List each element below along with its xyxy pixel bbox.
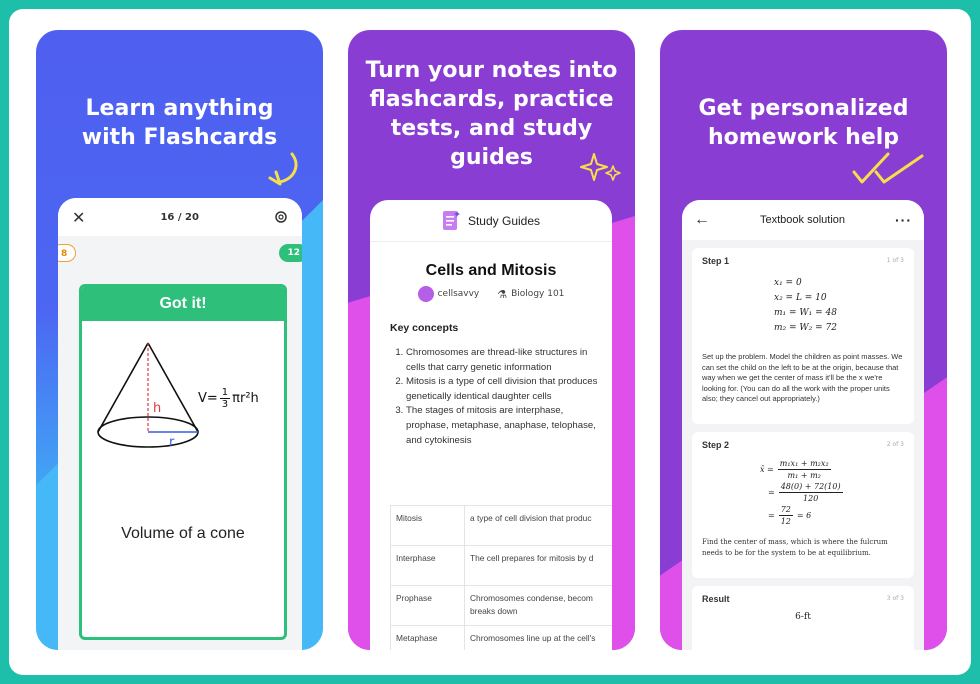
known-count-badge: 12	[279, 244, 302, 262]
avatar	[418, 286, 434, 302]
course-icon: ⚗	[497, 287, 508, 301]
course-name: Biology 101	[511, 289, 565, 299]
step-explanation: Set up the problem. Model the children as point masses. We can set the child on the left to be at the origin, because that way when we get the center of mass it'll be the x we're looking for. (You can do all the work with the proper units also; they cancel out appropriately.)	[702, 352, 903, 403]
fraction-denominator: m₁ + m₂	[787, 471, 821, 480]
formula-fraction	[220, 387, 230, 410]
table-row[interactable]	[391, 546, 613, 586]
equation-line	[768, 481, 904, 504]
app-header	[682, 200, 924, 240]
definition-cell: The cell prepares for mitosis by d	[465, 546, 613, 586]
app-header	[370, 200, 612, 242]
definition-cell: Chromosomes line up at the cell's	[465, 626, 613, 651]
card-counter: 16 / 20	[160, 211, 199, 223]
table-row[interactable]	[391, 626, 613, 651]
author-chip[interactable]	[418, 286, 480, 302]
fraction-denominator: 120	[803, 494, 819, 503]
term-cell: Mitosis	[391, 506, 465, 546]
promo-panel-study-guides	[348, 30, 635, 650]
author-name: cellsavvy	[437, 289, 480, 299]
panel-headline	[36, 94, 323, 152]
step-label: Result	[702, 594, 730, 604]
fraction-numerator: 48(0) + 72(10)	[780, 482, 841, 491]
document-meta	[370, 286, 612, 302]
fraction-numerator: 72	[780, 505, 791, 514]
step-counter: 1 of 3	[886, 257, 904, 264]
list-item: 2. Mitosis is a type of cell division that produces genetically identical daughter cells	[406, 375, 602, 404]
headline-line: Turn your notes into	[365, 58, 618, 83]
equation-result: = 6	[796, 511, 812, 520]
equation-lhs: x̄ =	[760, 465, 774, 474]
promo-panel-homework-help	[660, 30, 947, 650]
cone-diagram	[94, 337, 204, 467]
headline-line: tests, and study	[390, 116, 593, 141]
equation-line	[760, 458, 904, 481]
course-chip[interactable]	[497, 288, 564, 301]
app-title: Textbook solution	[760, 214, 845, 226]
step-equations	[774, 276, 904, 336]
headline-line: guides	[450, 145, 533, 170]
flashcard-topbar	[58, 198, 302, 236]
equation-line	[768, 504, 904, 527]
term-cell: Prophase	[391, 586, 465, 626]
radius-label: r	[169, 435, 175, 450]
fraction-numerator: 1	[221, 387, 229, 398]
step-counter: 3 of 3	[886, 595, 904, 602]
fraction-denominator: 12	[780, 517, 791, 526]
fraction	[778, 458, 831, 481]
phone-screen	[682, 200, 924, 650]
headline-line: flashcards, practice	[369, 87, 614, 112]
flashcard[interactable]	[79, 284, 287, 640]
app-title: Study Guides	[467, 213, 541, 228]
panel-headline	[660, 94, 947, 152]
study-guide-icon	[442, 210, 460, 232]
equation-line: m₂ = W₂ = 72	[774, 323, 837, 333]
definition-line: breaks down	[470, 606, 518, 616]
term-cell: Interphase	[391, 546, 465, 586]
step-counter: 2 of 3	[886, 441, 904, 448]
step-equations	[760, 458, 904, 527]
concept-list	[406, 346, 602, 448]
definition-line: Chromosomes condense, becom	[470, 593, 593, 603]
promo-panel-flashcards	[36, 30, 323, 650]
curved-arrow-icon	[262, 150, 302, 190]
equation-line: x₂ = L = 10	[774, 293, 827, 303]
headline-line: Learn anything	[85, 96, 274, 121]
step-label: Step 2	[702, 440, 730, 450]
sparkle-icon	[580, 152, 622, 182]
formula-prefix: V=	[198, 391, 218, 406]
definition-cell	[465, 586, 613, 626]
section-heading: Key concepts	[390, 322, 459, 334]
fraction	[779, 504, 793, 527]
card-status-header: Got it!	[82, 287, 284, 321]
phone-screen	[370, 200, 612, 650]
list-item: 3. The stages of mitosis are interphase, prophase, metaphase, anaphase, telophase, and cytokinesis	[406, 404, 602, 448]
back-arrow-icon[interactable]: ←	[694, 211, 710, 228]
fraction	[779, 481, 843, 504]
still-learning-count-badge: 8	[58, 244, 76, 262]
table-row[interactable]	[391, 586, 613, 626]
definition-cell: a type of cell division that produc	[465, 506, 613, 546]
headline-line: homework help	[707, 125, 900, 150]
table-row[interactable]	[391, 506, 613, 546]
term-cell: Metaphase	[391, 626, 465, 651]
checkmark-scribble-icon	[850, 150, 926, 186]
equals-sign: =	[768, 488, 775, 497]
step-label: Step 1	[702, 256, 730, 266]
step-explanation: Find the center of mass, which is where the fulcrum needs to be for the system to be at equilibrium.	[702, 538, 888, 557]
more-options-icon[interactable]: ···	[895, 212, 912, 228]
headline-line: with Flashcards	[81, 125, 278, 150]
fraction-numerator: m₁x₁ + m₂x₂	[779, 459, 829, 468]
fraction-denominator: 3	[221, 399, 229, 410]
solution-step-1	[692, 248, 914, 424]
cone-volume-formula	[198, 387, 259, 410]
terms-table	[390, 505, 612, 650]
equation-line: x₁ = 0	[774, 278, 802, 288]
height-label: h	[153, 401, 162, 416]
document-title: Cells and Mitosis	[425, 262, 557, 279]
close-icon[interactable]: ✕	[72, 207, 86, 227]
solution-result	[692, 586, 914, 650]
equation-line: m₁ = W₁ = 48	[774, 308, 837, 318]
settings-gear-icon[interactable]	[274, 210, 288, 224]
phone-screen	[58, 198, 302, 650]
result-value: 6-ft	[795, 612, 811, 622]
formula-suffix: πr²h	[232, 391, 259, 406]
card-term-text: Volume of a cone	[121, 525, 245, 542]
list-item: 1. Chromosomes are thread-like structures in cells that carry genetic information	[406, 346, 602, 375]
equals-sign: =	[768, 511, 775, 520]
headline-line: Get personalized	[698, 96, 909, 121]
solution-step-2	[692, 432, 914, 578]
